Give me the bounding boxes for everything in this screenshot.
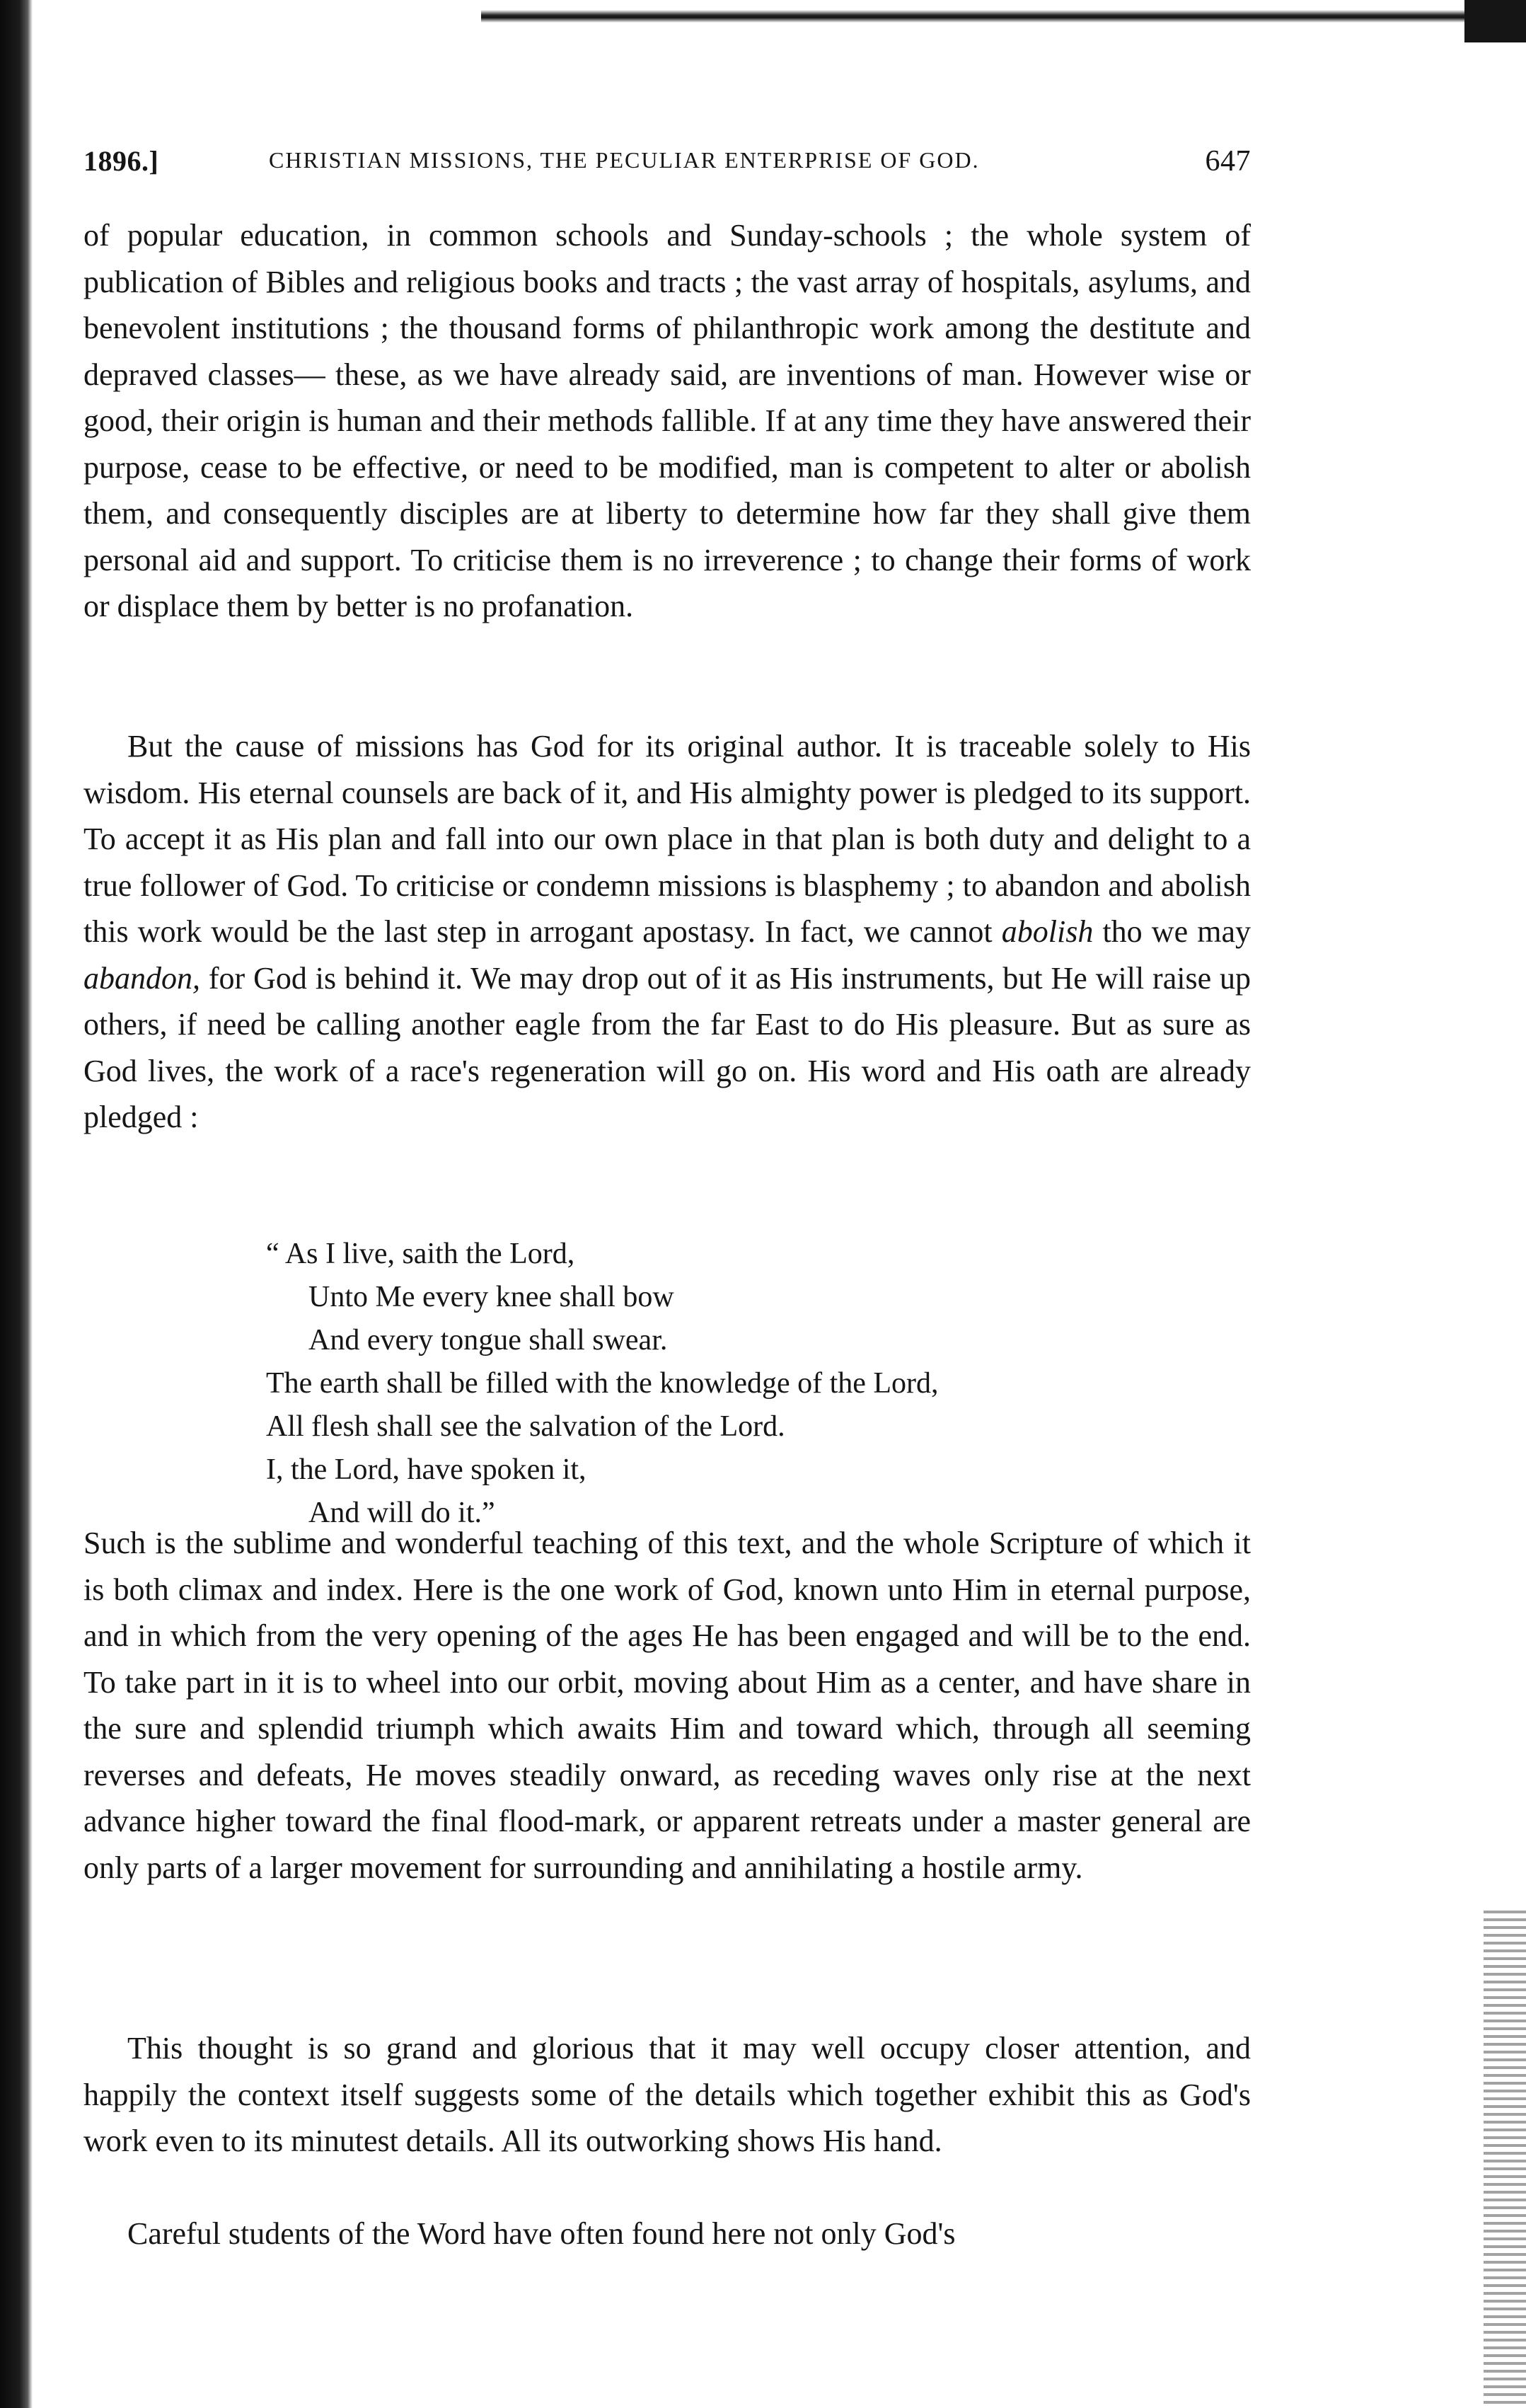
header-title: CHRISTIAN MISSIONS, THE PECULIAR ENTERPRISE OF GOD.: [269, 147, 980, 173]
paragraph-5: Careful students of the Word have often found here not only God's: [127, 2216, 956, 2251]
verse-line: And will do it.”: [308, 1497, 495, 1529]
book-spine-shadow: [0, 0, 33, 2408]
paragraph-2: [83, 723, 1251, 1141]
header-year: 1896.]: [83, 145, 159, 177]
verse-line: Unto Me every knee shall bow: [308, 1281, 674, 1313]
paragraph-4: This thought is so grand and glorious that it may well occupy closer attention, and happily the context itself suggests some of the details which together exhibit this as God's work even to its minutest details. All its outworking shows His hand.: [83, 2031, 1251, 2158]
scan-top-edge: [481, 10, 1464, 23]
paragraph-2-part-c: for God is behind it. We may drop out of it as His instruments, but He will raise up others, if need be calling another eagle from the far East to do His pleasure. But as sure as God lives, the work of a race's regeneration will go on. His word and His oath are already pledged :: [83, 960, 1251, 1134]
page-number: 647: [1205, 145, 1251, 178]
emphasis-abolish: abolish: [1001, 914, 1094, 949]
right-margin-bleed: [1484, 1911, 1526, 2406]
running-header: [83, 144, 1251, 187]
verse-line: And every tongue shall swear.: [308, 1324, 668, 1356]
verse-line: The earth shall be filled with the knowledge of the Lord,: [266, 1367, 939, 1400]
scan-corner-shadow: [1464, 0, 1526, 42]
scripture-quotation: [266, 1233, 939, 1535]
paragraph-2-part-a: But the cause of missions has God for its original author. It is traceable solely to His wisdom. His eternal counsels are back of it, and His almighty power is pledged to its support. To accept it as His plan and fall into our own place in that plan is both duty and delight to a true follower of God. To criticise or condemn missions is blasphemy ; to abandon and abolish this work would be the last step in arrogant apostasy. In fact, we cannot: [83, 729, 1251, 949]
paragraph-3: Such is the sublime and wonderful teaching of this text, and the whole Scripture of which it is both climax and index. Here is the one work of God, known unto Him in eternal purpose, and in which from the very opening of the ages He has been engaged and will be to the end. To take part in it is to wheel into our orbit, moving about Him as a center, and have share in the sure and splendid triumph which awaits Him and toward which, through all seeming reverses and defeats, He moves steadily onward, as receding waves only rise at the next advance higher toward the final flood-mark, or apparent retreats under a master general are only parts of a larger movement for surrounding and annihilating a hostile army.: [83, 1526, 1251, 1885]
verse-line: “ As I live, saith the Lord,: [266, 1238, 575, 1270]
paragraph-2-part-b: tho we may: [1093, 914, 1252, 949]
verse-line: I, the Lord, have spoken it,: [266, 1453, 586, 1486]
paragraph-1: of popular education, in common schools and Sunday-schools ; the whole system of publication of Bibles and religious books and tracts ; the vast array of hospitals, asylums, and benevolent institutions ; the thousand forms of philanthropic work among the destitute and depraved classes— these, as we have already said, are inventions of man. However wise or good, their origin is human and their methods fallible. If at any time they have answered their purpose, cease to be effective, or need to be modified, man is competent to alter or abolish them, and consequently disciples are at liberty to determine how far they shall give them personal aid and support. To criticise them is no irreverence ; to change their forms of work or displace them by better is no profanation.: [83, 218, 1251, 623]
verse-line: All flesh shall see the salvation of the Lord.: [266, 1410, 785, 1443]
emphasis-abandon: abandon,: [83, 960, 200, 996]
